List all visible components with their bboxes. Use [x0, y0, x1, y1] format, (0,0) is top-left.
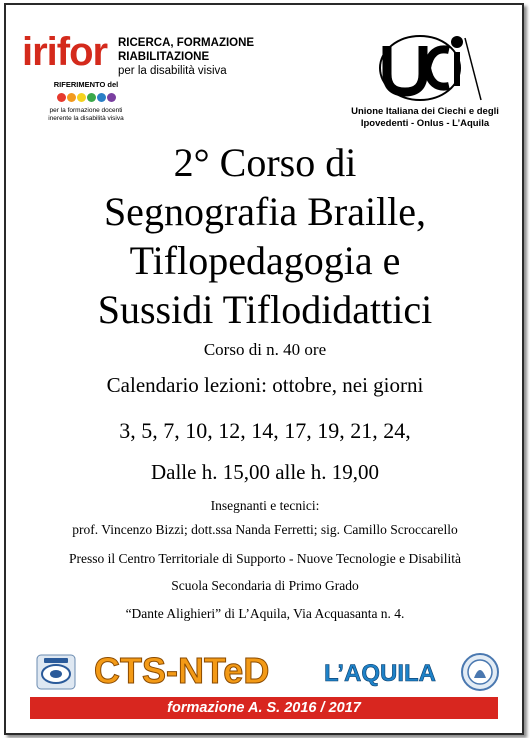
cts-footer — [22, 648, 508, 696]
title-line2: Segnografia Braille, — [103, 189, 427, 234]
uici-name-line1: Unione Italiana dei Ciechi e degli — [351, 106, 499, 117]
riferimento-block — [36, 80, 136, 123]
school-year-banner: formazione A. S. 2016 / 2017 — [30, 697, 498, 719]
cts-ntd-wordmark: CTS-NTeD — [94, 650, 270, 691]
riferimento-line2: inerente la disabilità visiva — [48, 115, 124, 122]
irifor-logo: irifor — [22, 30, 108, 74]
lesson-time: Dalle h. 15,00 alle h. 19,00 — [150, 460, 380, 484]
riferimento-line1: per la formazione docenti — [49, 107, 123, 114]
irifor-tagline-line1: RICERCA, FORMAZIONE — [118, 37, 255, 49]
riferimento-dots-icon — [57, 93, 116, 102]
title-line1: 2° Corso di — [173, 140, 357, 185]
teachers-list: prof. Vincenzo Bizzi; dott.ssa Nanda Ferretti; sig. Camillo Scroccarello — [72, 522, 458, 537]
cts-ntd-logo-icon — [36, 654, 76, 690]
course-hours: Corso di n. 40 ore — [203, 340, 327, 359]
seal-icon — [460, 652, 500, 692]
course-title — [0, 138, 530, 334]
title-line4: Sussidi Tiflodidattici — [97, 287, 433, 332]
uici-name-line2: Ipovedenti - Onlus - L’Aquila — [360, 118, 490, 129]
riferimento-title: RIFERIMENTO del — [53, 80, 119, 89]
irifor-block — [22, 32, 107, 72]
irifor-tagline-line2: RIABILITAZIONE — [118, 51, 210, 63]
uici-logo-block — [340, 30, 510, 130]
calendar-heading: Calendario lezioni: ottobre, nei giorni — [106, 373, 424, 397]
uici-logo-icon — [365, 30, 485, 106]
laquila-wordmark: L’AQUILA — [324, 660, 436, 687]
irifor-tagline — [118, 36, 254, 78]
venue-line3: “Dante Alighieri” di L’Aquila, Via Acquasanta n. 4. — [125, 606, 405, 621]
lesson-days: 3, 5, 7, 10, 12, 14, 17, 19, 21, 24, — [119, 418, 411, 443]
teachers-heading: Insegnanti e tecnici: — [210, 498, 320, 513]
title-line3: Tiflopedagogia e — [129, 238, 401, 283]
irifor-tagline-line3: per la disabilità visiva — [118, 65, 227, 77]
venue-line1: Presso il Centro Territoriale di Supporto - Nuove Tecnologie e Disabilità — [68, 551, 462, 566]
venue-line2: Scuola Secondaria di Primo Grado — [171, 578, 359, 593]
